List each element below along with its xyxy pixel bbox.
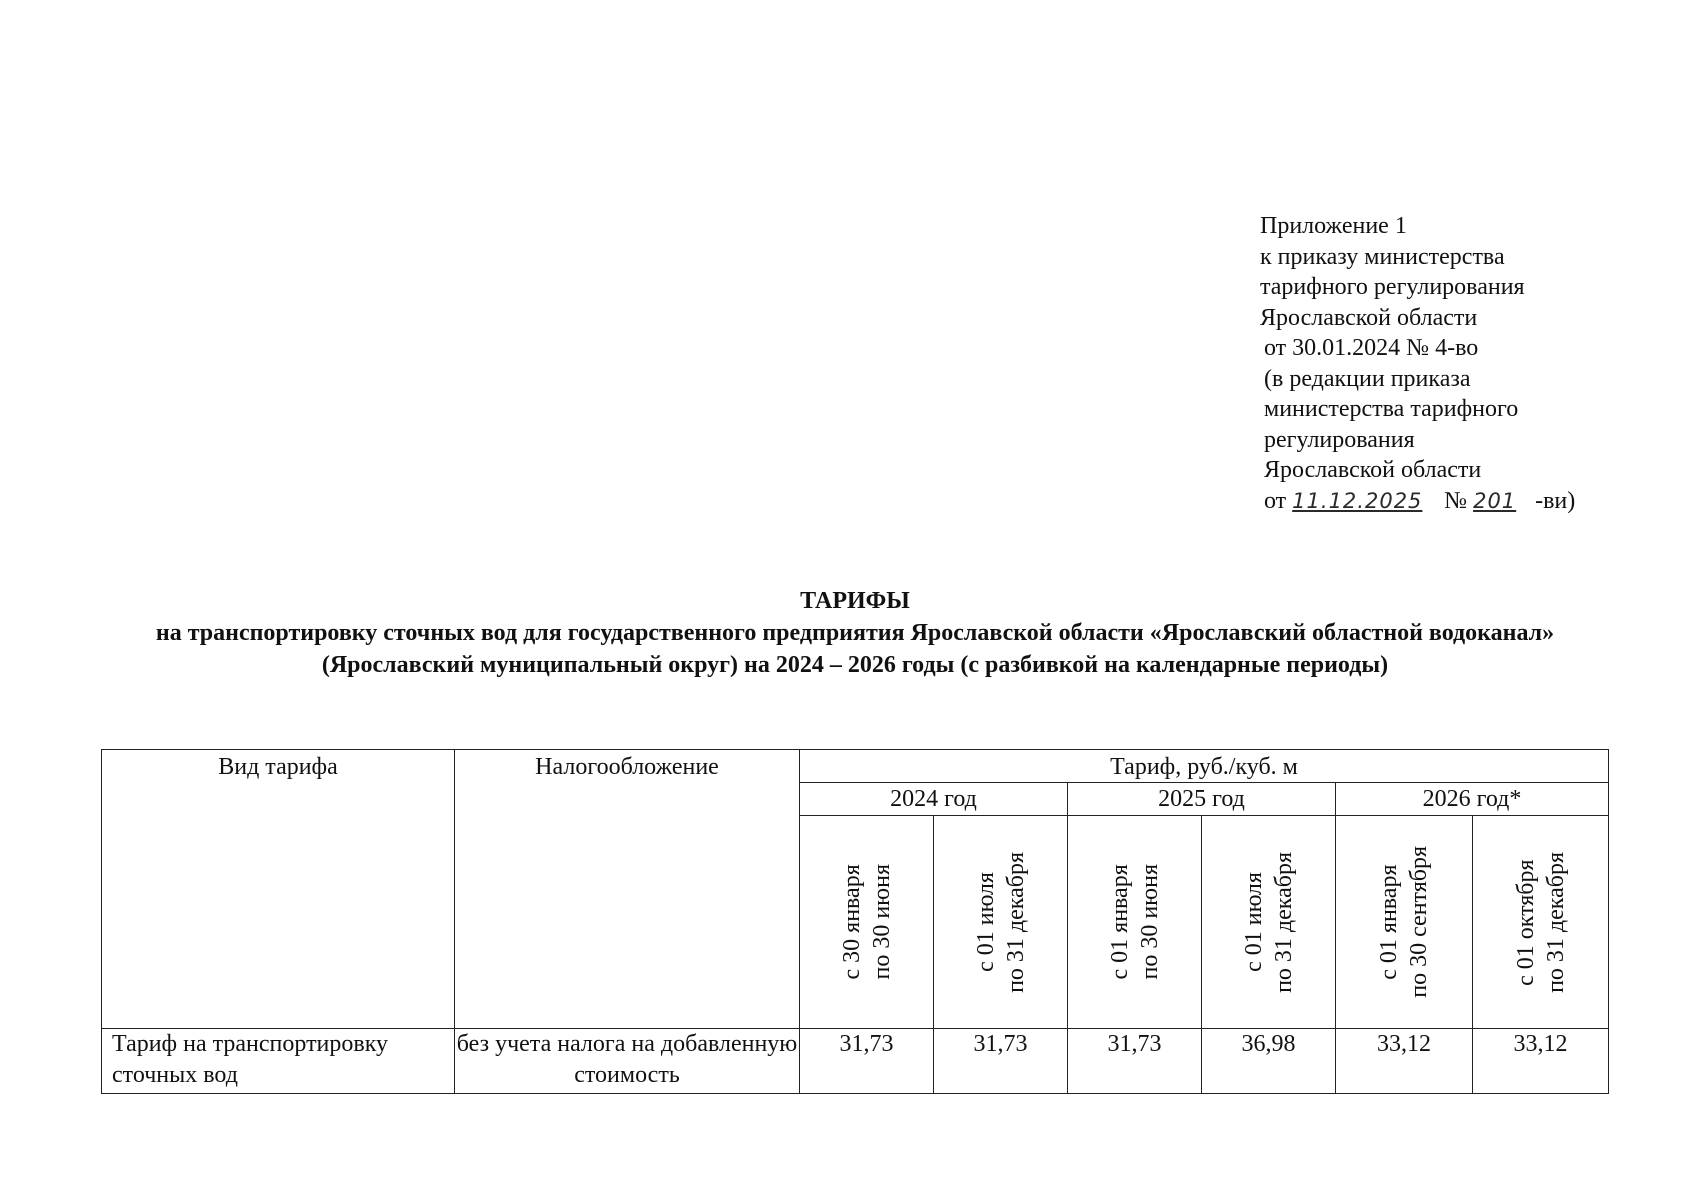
tariff-value-3: 31,73: [1068, 1029, 1202, 1094]
title-main: ТАРИФЫ: [800, 588, 910, 614]
appendix-line-8: регулирования: [1264, 426, 1415, 453]
tariff-value-4: 36,98: [1202, 1029, 1336, 1094]
header-taxation-label: Налогообложение: [535, 754, 719, 780]
amendment-from-label: от: [1264, 487, 1287, 514]
appendix-line-10: [1260, 486, 1575, 517]
period-4-label: с 01 июля по 31 декабря: [1240, 851, 1297, 993]
document-title: [130, 585, 1580, 681]
tariff-table: [101, 749, 1609, 1094]
tariff-type-cell: Тариф на транспортировку сточных вод: [102, 1029, 455, 1094]
header-year-2024: 2024 год: [800, 783, 1068, 816]
header-period-5: [1336, 816, 1473, 1029]
tariff-value-2: 31,73: [934, 1029, 1068, 1094]
period-5-label: с 01 января по 30 сентября: [1376, 846, 1432, 998]
header-tariff-unit: [800, 750, 1609, 783]
appendix-line-1: Приложение 1: [1260, 213, 1407, 239]
appendix-line-7: министерства тарифного: [1264, 396, 1519, 422]
appendix-line-4: Ярославской области: [1260, 304, 1478, 331]
appendix-line-2: к приказу министерства: [1260, 243, 1505, 270]
header-row-1: [102, 750, 1609, 783]
header-period-6: [1473, 816, 1609, 1029]
appendix-line-3: тарифного регулирования: [1260, 274, 1525, 300]
appendix-block: [1260, 211, 1575, 516]
header-taxation: [455, 750, 800, 1029]
period-2-label: с 01 июля по 31 декабря: [972, 851, 1029, 993]
handwritten-date: 11.12.2025: [1292, 488, 1423, 513]
number-sign: №: [1444, 487, 1468, 514]
period-3-label: с 01 января по 30 июня: [1106, 864, 1163, 980]
appendix-line-9: Ярославской области: [1264, 457, 1482, 483]
taxation-cell: без учета налога на добавленную стоимость: [455, 1029, 800, 1094]
header-year-2026: 2026 год*: [1336, 783, 1609, 816]
header-period-3: [1068, 816, 1202, 1029]
order-suffix: -ви): [1535, 487, 1576, 514]
header-period-4: [1202, 816, 1336, 1029]
tariff-value-5: 33,12: [1336, 1029, 1473, 1094]
period-6-label: с 01 октября по 31 декабря: [1512, 851, 1569, 993]
title-subtitle: на транспортировку сточных вод для государственного предприятия Ярославской области «Ярославский областной водоканал» (Ярославский муниципальный округ) на 2024 – 2026 годы (с разбивкой на календарные периоды): [155, 620, 1555, 678]
header-period-2: [934, 816, 1068, 1029]
appendix-line-5: от 30.01.2024 № 4-во: [1264, 335, 1479, 361]
header-year-2025: 2025 год: [1068, 783, 1336, 816]
tariff-value-6: 33,12: [1473, 1029, 1609, 1094]
header-period-1: [800, 816, 934, 1029]
handwritten-number: 201: [1473, 488, 1517, 513]
header-tariff-type-label: Вид тарифа: [218, 754, 338, 780]
tariff-value-1: 31,73: [800, 1029, 934, 1094]
header-tariff-unit-label: Тариф, руб./куб. м: [1110, 754, 1298, 780]
header-tariff-type: [102, 750, 455, 1029]
table-row: [102, 1029, 1609, 1094]
period-1-label: с 30 января по 30 июня: [838, 864, 895, 980]
appendix-line-6: (в редакции приказа: [1264, 365, 1471, 392]
